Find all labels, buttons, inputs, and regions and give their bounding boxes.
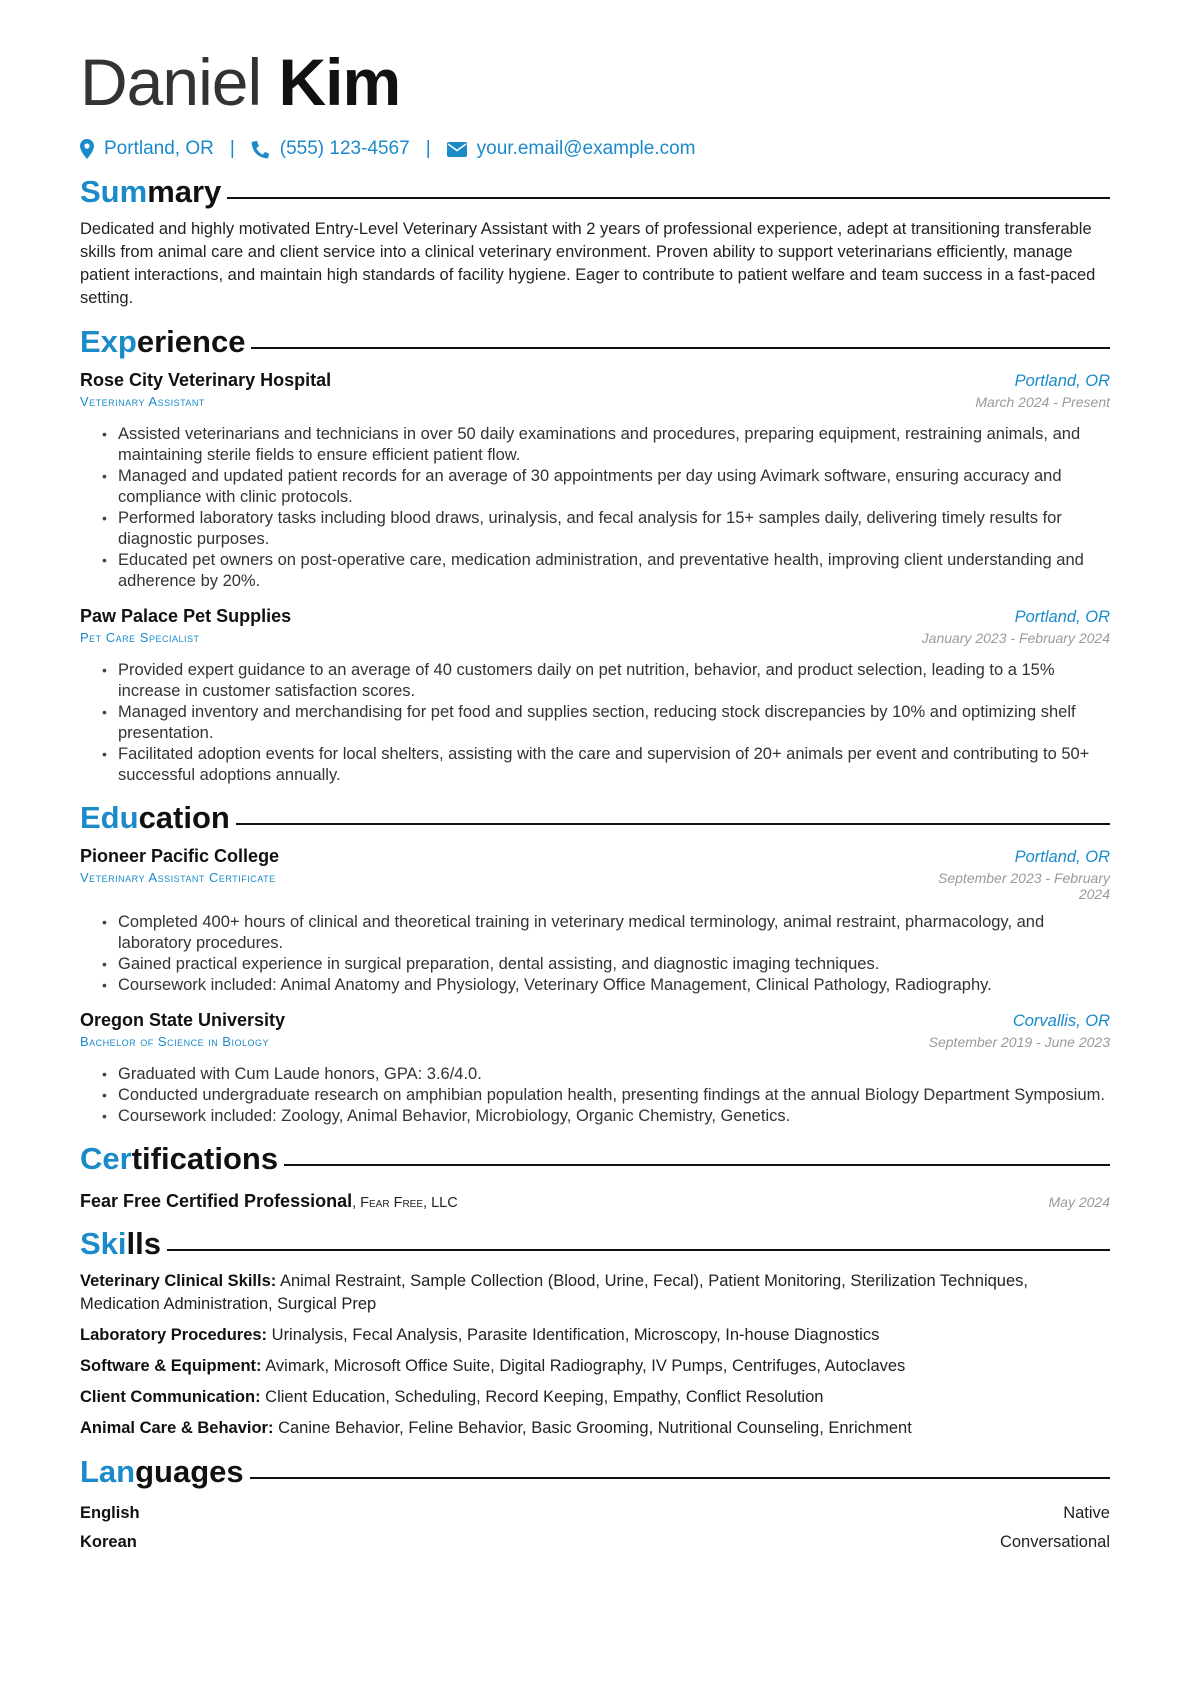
bullet-item: • Conducted undergraduate research on amphibian population health, presenting findings at the annual Biology Department Symposium. [102,1085,1110,1106]
section-rule [167,1249,1110,1251]
language-item [80,1533,1110,1552]
education-entry [80,1010,1110,1127]
skill-label: Software & Equipment: [80,1357,262,1375]
section-title: Summary [80,174,222,209]
location-text: Portland, OR [104,138,214,159]
section-rule [250,1477,1110,1479]
skill-label: Veterinary Clinical Skills: [80,1272,277,1290]
skill-group [80,1386,1110,1409]
skill-label: Laboratory Procedures: [80,1326,268,1344]
section-rule [227,197,1110,199]
section-title: Education [80,800,230,835]
language-item [80,1504,1110,1523]
envelope-icon [447,142,467,157]
skill-label: Client Communication: [80,1388,261,1406]
section-heading [80,320,1110,364]
certifications-section [80,1137,1110,1212]
language-name: English [80,1504,140,1522]
bullet-item: • Managed inventory and merchandising for pet food and supplies section, reducing stock discrepancies by 10% and optimizing shelf presentation. [102,702,1110,744]
certification-name: Fear Free Certified Professional [80,1191,353,1211]
phone-icon [251,140,270,159]
entry-role: Bachelor of Science in Biology [80,1034,269,1049]
bullet-item: • Completed 400+ hours of clinical and theoretical training in veterinary medical terminology, animal restraint, pharmacology, and laboratory procedures. [102,912,1110,954]
bullet-item: • Graduated with Cum Laude honors, GPA: 3.6/4.0. [102,1064,1110,1085]
language-level: Conversational [999,1533,1110,1551]
contact-bar [80,138,1110,160]
summary-section [80,170,1110,310]
education-section [80,796,1110,1127]
bullet-item: • Provided expert guidance to an average of 40 customers daily on pet nutrition, behavior, and product selection, leading to a 15% increase in customer satisfaction scores. [102,660,1110,702]
bullet-item: • Coursework included: Zoology, Animal Behavior, Microbiology, Organic Chemistry, Genetics. [102,1106,1110,1127]
section-title: Certifications [80,1141,279,1176]
contact-phone[interactable] [251,138,410,160]
language-level: Native [1063,1504,1110,1522]
contact-separator: | [425,138,431,159]
section-rule [284,1164,1110,1166]
skill-group [80,1417,1110,1440]
language-name: Korean [80,1533,137,1551]
experience-entry [80,370,1110,592]
skill-label: Animal Care & Behavior: [80,1419,274,1437]
entry-date: September 2019 - June 2023 [928,1034,1110,1050]
section-title: Experience [80,324,246,359]
entry-organization: Oregon State University [80,1010,286,1030]
section-heading [80,1137,1110,1181]
section-title: Skills [80,1226,161,1261]
skill-values: Avimark, Microsoft Office Suite, Digital Radiography, IV Pumps, Centrifuges, Autoclaves [261,1357,906,1375]
entry-location: Portland, OR [1014,608,1110,626]
skill-values: Urinalysis, Fecal Analysis, Parasite Identification, Microscopy, In-house Diagnostics [267,1326,880,1344]
entry-organization: Pioneer Pacific College [80,846,280,866]
section-rule [251,347,1110,349]
certification-issuer: , Fear Free, LLC [352,1195,458,1211]
contact-location [80,138,214,160]
email-text: your.email@example.com [476,138,696,159]
map-pin-icon [80,139,94,159]
contact-email[interactable] [447,138,696,160]
bullet-list [80,424,1110,592]
entry-date: January 2023 - February 2024 [921,630,1110,646]
entry-location: Portland, OR [1014,848,1110,866]
entry-role: Pet Care Specialist [80,630,200,645]
first-name: Daniel [80,45,262,119]
bullet-list [80,1064,1110,1127]
bullet-list [80,660,1110,786]
entry-organization: Rose City Veterinary Hospital [80,370,332,390]
bullet-item: • Managed and updated patient records for an average of 30 appointments per day using Avimark software, ensuring accuracy and compliance with clinic protocols. [102,466,1110,508]
entry-role: Veterinary Assistant [80,394,205,409]
bullet-item: • Coursework included: Animal Anatomy and Physiology, Veterinary Office Management, Clinical Pathology, Radiography. [102,975,1110,996]
education-entry [80,846,1110,996]
entry-date: March 2024 - Present [975,394,1110,410]
section-heading [80,1222,1110,1266]
bullet-item: • Gained practical experience in surgical preparation, dental assisting, and diagnostic imaging techniques. [102,954,1110,975]
section-title: Languages [80,1454,244,1489]
certification-item [80,1191,1110,1212]
section-heading [80,1450,1110,1494]
skill-group [80,1270,1110,1316]
candidate-name [80,0,1110,120]
contact-separator: | [229,138,235,159]
entry-organization: Paw Palace Pet Supplies [80,606,292,626]
bullet-item: • Assisted veterinarians and technicians in over 50 daily examinations and procedures, preparing equipment, restraining animals, and maintaining sterile fields to ensure efficient patient flow. [102,424,1110,466]
certification-date: May 2024 [1048,1194,1110,1210]
bullet-item: • Facilitated adoption events for local shelters, assisting with the care and supervision of 20+ animals per event and contributing to 50+ successful adoptions annually. [102,744,1110,786]
section-heading [80,796,1110,840]
phone-text: (555) 123-4567 [279,138,410,159]
bullet-item: • Educated pet owners on post-operative care, medication administration, and preventative health, improving client understanding and adherence by 20%. [102,550,1110,592]
summary-text: Dedicated and highly motivated Entry-Level Veterinary Assistant with 2 years of professional experience, adept at transitioning transferable skills from animal care and client service into a clinical veterinary environment. Proven ability to support veterinarians efficiently, manage patient interactions, and maintain high standards of facility hygiene. Eager to contribute to patient welfare and team success in a fast-paced setting. [80,220,1096,307]
section-rule [236,823,1110,825]
entry-date: September 2023 - February 2024 [938,870,1110,902]
section-heading [80,170,1110,214]
skills-section [80,1222,1110,1440]
bullet-item: • Performed laboratory tasks including blood draws, urinalysis, and fecal analysis for 15+ samples daily, delivering timely results for diagnostic purposes. [102,508,1110,550]
entry-location: Corvallis, OR [1012,1012,1110,1030]
skill-values: Client Education, Scheduling, Record Keeping, Empathy, Conflict Resolution [260,1388,824,1406]
entry-role: Veterinary Assistant Certificate [80,870,276,885]
experience-section [80,320,1110,786]
languages-section [80,1450,1110,1552]
skill-values: Canine Behavior, Feline Behavior, Basic Grooming, Nutritional Counseling, Enrichment [273,1419,912,1437]
skill-values: Animal Restraint, Sample Collection (Blood, Urine, Fecal), Patient Monitoring, Sterilization Techniques, Medication Administration, Surgical Prep [80,1272,1028,1313]
skill-group [80,1324,1110,1347]
bullet-list [80,912,1110,996]
skill-group [80,1355,1110,1378]
last-name: Kim [278,45,401,119]
experience-entry [80,606,1110,786]
entry-location: Portland, OR [1014,372,1110,390]
